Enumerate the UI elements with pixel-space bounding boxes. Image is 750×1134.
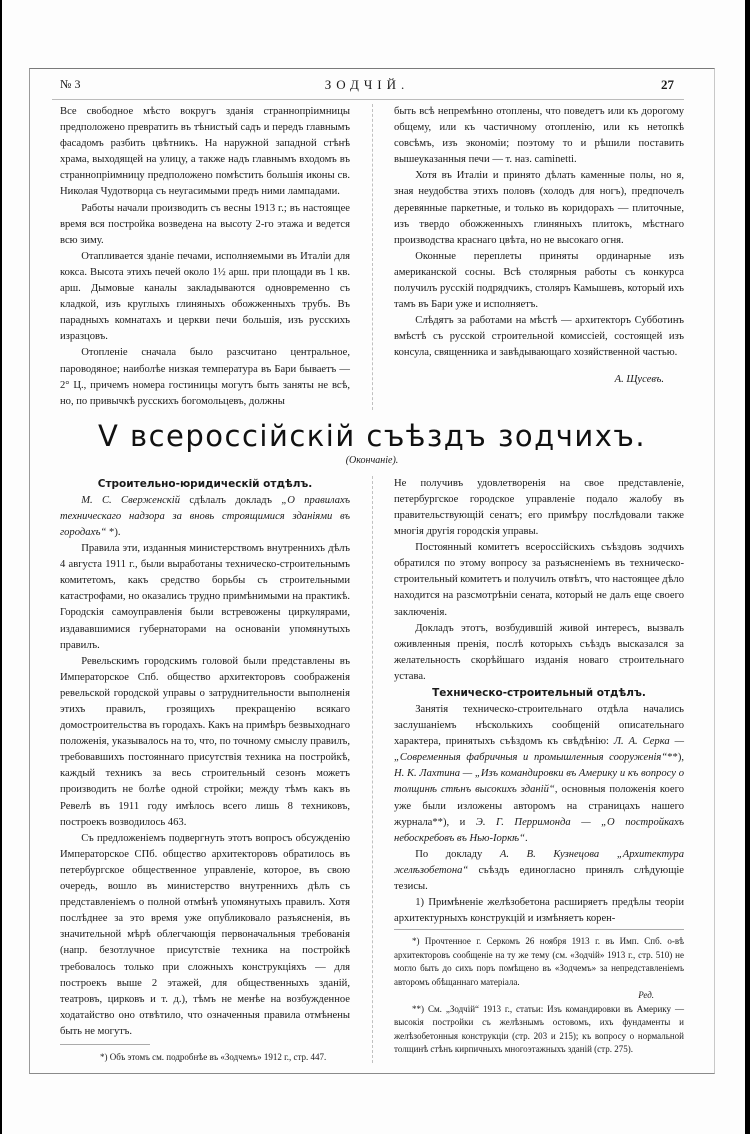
- paragraph: Отапливается зданіе печами, исполняемыми въ Италіи для кокса. Высота этихъ печей около 1½ арш. при площади въ 1 кв. арш. Дымовые каналы закладываются одновременно съ кладкой, изъ круглыхъ глиняныхъ обожженныхъ трубъ. Въ парадныхъ комнатахъ и церкви печи большія, изъ русскихъ изразцовъ.: [60, 250, 350, 343]
- footnote-ref: **),: [667, 752, 684, 764]
- text: Занятія техническо-строительнаго отдѣла начались заслушаніемъ нѣсколькихъ сообщеній описательнаго характера, принятыхъ съѣздомъ къ свѣдѣнію:: [394, 704, 684, 748]
- bottom-left-column: [60, 476, 350, 1063]
- paragraph: Слѣдятъ за работами на мѣстѣ — архитекторъ Субботинъ вмѣстѣ съ русской строительной комиссіей, состоящей изъ консула, священника и завѣдывающаго хозяйственной частью.: [394, 315, 684, 359]
- paragraph: Отопленіе сначала было разсчитано центральное, пароводяное; наиболѣе низкая температура въ Бари бываетъ —2° Ц., причемъ номера гостиницы могутъ быть заняты не всѣ, но, по привычкѣ русскихъ богомольцевъ, должны: [60, 347, 350, 407]
- footnote: **) См. „Зодчій“ 1913 г., статьи: Изъ командировки въ Америку — высокія постройки съ желѣзнымъ остовомъ, ихъ фундаменты и желѣзобетонныя конструкціи (стр. 203 и 215); къ вопросу о нормальной толщинѣ стѣнъ кирпичныхъ многоэтажныхъ зданій (стр. 275).: [394, 1003, 684, 1055]
- text: По докладу: [415, 848, 500, 860]
- issue-number: № 3: [60, 77, 81, 91]
- author-name: М. С. Сверженскій: [81, 494, 180, 506]
- paragraph: Постоянный комитетъ всероссійскихъ съѣздовъ зодчихъ обратился по этому вопросу за разъясненіемъ въ техническо-строительный комитетъ и получилъ отвѣтъ, что настоящее дѣло находится на разсмотрѣніи сената, который не далъ еще своего заключенія.: [394, 542, 684, 618]
- paragraph: Оконные переплеты приняты ординарные изъ американской сосны. Всѣ столярныя работы съ конкурса получилъ русскій подрядчикъ, столяръ Камышевъ, который ихъ тамъ въ Бари уже и исполняетъ.: [394, 250, 684, 311]
- editor-mark: Ред.: [638, 990, 654, 1001]
- footnote-rule: [394, 929, 684, 930]
- paragraph: [394, 847, 684, 895]
- running-header: [60, 77, 674, 97]
- journal-title: ЗОДЧІЙ.: [324, 77, 410, 92]
- section-heading: Строительно-юридическій отдѣлъ.: [97, 477, 313, 490]
- page-frame: [29, 68, 715, 1074]
- scanned-page: [2, 0, 745, 1134]
- paragraph: быть всѣ непремѣнно отоплены, что поведетъ или къ дорогому общему, или къ частичному отопленію, или къ нетопкѣ совсѣмъ, изъ экономіи; поэтому то и рѣшили поставить вышеуказанныя печи — т. наз. caminetti.: [394, 106, 684, 166]
- section-heading: Техническо-строительный отдѣлъ.: [432, 687, 646, 699]
- footnote: *) Объ этомъ см. подробнѣе въ «Зодчемъ» 1912 г., стр. 447.: [100, 1051, 327, 1062]
- report-ref: Л. А. Серка — „Современныя фабричныя и промышленныя сооруженія“: [394, 736, 685, 764]
- column-divider: [372, 104, 373, 410]
- paragraph: Правила эти, изданныя министерствомъ внутреннихъ дѣлъ 4 августа 1911 г., были выработаны техническо-строительнымъ комитетомъ, какъ средство борьбы съ строительными катастрофами, но оказались трудно примѣнимыми на практикѣ. Городскія самоуправленія были встревожены циркулярами, издававшимися губернаторами на основаніи упомянутыхъ правилъ.: [60, 543, 350, 651]
- footnote-ref: *).: [106, 526, 121, 538]
- article-title: V всероссійскій съѣздъ зодчихъ.: [97, 418, 647, 453]
- paragraph: Не получивъ удовлетворенія на свое представленіе, петербургское городское управленіе подало жалобу въ правительствующій сенатъ; его примѣру послѣдовали также многія другія городскія управы.: [394, 477, 684, 538]
- report-ref: Н. К. Лахтина — „Изъ командировки въ Америку и къ вопросу о толщинѣ стѣнъ высокихъ зданій“: [394, 768, 684, 796]
- report-title: „О правилахъ техническаго надзора за вновь строящимися зданіями въ городахъ“: [60, 494, 350, 538]
- paragraph: Докладъ этотъ, возбудившій живой интересъ, вызвалъ оживленныя пренія, послѣ которыхъ съѣздъ высказался за желательность скорѣйшаго изданія новаго строительнаго устава.: [394, 622, 684, 682]
- paragraph: Все свободное мѣсто вокругъ зданія страннопріимницы предположено превратить въ тѣнистый садъ и передъ главнымъ фасадомъ разбить цвѣтникъ. На наружной западной стѣнѣ храма, выходящей на улицу, а также надъ главнымъ входомъ въ страннопріимницу предположено помѣстить большія иконы св. Николая Чудотворца съ неугасимыми предъ ними лампадами.: [60, 106, 350, 198]
- top-left-column: [60, 104, 350, 410]
- footnote-text: *) Прочтенное г. Серкомъ 26 ноября 1913 г. въ Имп. Спб. о-вѣ архитекторовъ сообщеніе на ту же тему (см. «Зодчій» 1913 г., стр. 510) не могло быть до сихъ поръ помѣщено въ «Зодчемъ» за непредставленіемъ авторомъ обѣщаннаго матеріала.: [394, 936, 684, 987]
- bottom-columns: [60, 476, 684, 1063]
- report-ref: Э. Г. Перримонда — „О постройкахъ небоскребовъ въ Нью-Іоркѣ“: [394, 816, 684, 844]
- paragraph: Работы начали производить съ весны 1913 г.; въ настоящее время вся постройка возведена на высоту 2-го этажа и ведется всю зиму.: [60, 202, 350, 246]
- paragraph: Ревельскимъ городскимъ головой были представлены въ Императорское Спб. общество архитекторовъ соображенія ревельской городской управы о затруднительности выполненія этихъ правилъ, грозящихъ прекращенію всякаго домостроительства въ городахъ. Какъ на примѣръ безвыходнаго положенія, указывалось на то, что, по точному смыслу правилъ, требовавшихъ постояннаго присутствія техника на постройкѣ, каждый техникъ за весь строительный сезонъ можетъ производить не болѣе одной стройки; между тѣмъ какъ въ Ревелѣ въ 1911 году имѣлось всего лишь 8 техниковъ, построекъ возводилось 463.: [60, 655, 350, 828]
- text: , основныя положенія коего уже были изложены авторомъ на страницахъ нашего журнала**), и: [394, 784, 684, 828]
- page-number: 27: [661, 77, 674, 92]
- paragraph: Хотя въ Италіи и принято дѣлать каменные полы, но я, зная неудобства этихъ половъ (холодъ для ногъ), предпочелъ деревянные паркетные, и только въ коридорахъ — плиточные, изъ твердо обожженныхъ глиняныхъ плитокъ, мѣстнаго производства краснаго цвѣта, но не высокаго огня.: [394, 170, 684, 246]
- text: съѣздъ единогласно принялъ слѣдующіе тезисы.: [394, 864, 684, 893]
- article-subtitle: (Окончаніе).: [345, 454, 399, 466]
- footnote-rule: [60, 1044, 150, 1045]
- text: .: [525, 832, 528, 844]
- top-columns: [60, 104, 684, 410]
- paragraph: 1) Примѣненіе желѣзобетона расширяетъ предѣлы теоріи архитектурныхъ конструкцій и измѣняетъ корен-: [394, 897, 684, 925]
- report-ref: А. В. Кузнецова „Архитектура желѣзобетона“: [394, 848, 684, 876]
- paragraph-intro: [60, 493, 350, 541]
- bottom-right-column: [394, 476, 684, 1057]
- paragraph: [394, 702, 684, 847]
- column-divider: [372, 476, 373, 1063]
- paragraph: Съ предложеніемъ подвергнуть этотъ вопросъ обсужденію Императорское СПб. общество архитекторовъ обратилось въ петербургское общественное управленіе, которое, въ свою очередь, вошло въ министерство внутреннихъ дѣлъ съ представленіемъ о полной отмѣнѣ упомянутыхъ правилъ. Хотя послѣднее за это время уже опубликовало разъясненія, въ значительной мѣрѣ облегчающія первоначальныя требованія (напр. безотлучное присутствіе техника на постройкѣ требовалось только при сложныхъ конструкціяхъ — для построекъ выше 2 этажей, для общественныхъ зданій, театровъ, цирковъ и т. д.), тѣмъ не менѣе на возбужденное ходатайство оно отвѣтило, что означенныя правила отмѣнены быть не могутъ.: [60, 832, 350, 1037]
- text: сдѣлалъ докладъ: [180, 494, 282, 506]
- footnote: [394, 935, 684, 1003]
- author-signature: А. Щусевъ.: [614, 373, 664, 385]
- header-rule: [52, 99, 684, 100]
- top-right-column: [394, 104, 684, 388]
